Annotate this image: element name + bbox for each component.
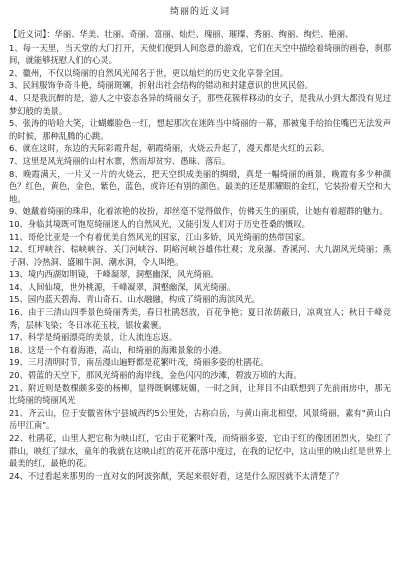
list-item: 15、园内蓝天碧海、青山奇石、山水融融，构成了绮丽的海滨风光。 xyxy=(9,294,261,305)
list-item: 11、哥伦比亚是一个有着优美自然风光的国家，江山多娇，风光绮丽的热带国家。 xyxy=(9,231,310,242)
list-item: 13、境内西湖如明镜，千峰凝翠，洞壑幽深，风光绮丽。 xyxy=(9,269,219,280)
list-item: 9、她戴着绮丽的珠串，化着浓艳的妆扮，却丝毫不觉得做作，仿佛天生的丽质，让她有着超群的魅力。 xyxy=(9,206,388,217)
example-sentence-list xyxy=(9,42,391,483)
list-item: 19、三月清明时节，南岳漫山遍野都是花繁叶茂，绮丽多姿的杜鹃花。 xyxy=(9,357,269,368)
list-item: 22、杜鹃花，山里人把它称为映山红，它由于花繁叶茂，而绮丽多姿，它由于红的像团团烈火，染红了群山，映红了绿水，童年的我就在这映山红的花开花落中度过，在我的记忆中，这山里的映山红是世界上最美的红，最艳的花。 xyxy=(9,433,391,469)
list-item: 16、由于三清山四季景色绮丽秀美，春日杜鹃怒放，百花争艳；夏日浓荫蔽日，凉爽宜人；秋日千峰竞秀，层林飞染；冬日冰花玉枝，银妆素裹。 xyxy=(9,307,391,330)
list-item: 4、只是我沉醉的是，游人之中姿态各异的绮丽女子，那些花簇样移动的女子，是我从小到大都没有见过梦幻般的美景。 xyxy=(9,92,391,116)
list-item: 1、每一天里，当天堂的大门打开，天使们便到人间恣意的游戏，它们在天空中描绘着绮丽的画卷，刹那间，就能够抚慰人们的心灵。 xyxy=(9,42,391,66)
page-title: 绮丽的近义词 xyxy=(169,7,230,17)
list-item: 6、就在这时，东边的天际彩霞升起，朝霞绮丽，火烧云升起了，漫天都是火红的云彩。 xyxy=(9,143,330,154)
list-item: 24、不过看起来那男的一直对女的阿波弥猷，笑起来很好看，这是什么原因就不太清楚了？ xyxy=(9,470,344,481)
list-item: 5、张涛的哈哈大笑，让蝴蝶脸色一红，想起那次在迷阵当中绮丽的一幕，那被鬼手给抬住嘴巴无法发声的时候，那种乱腾的心跳。 xyxy=(9,118,391,141)
list-item: 20、碧蓝的天空下，那风光绮丽的海岸线，金色闪闪的沙滩，碧波万顷的大海。 xyxy=(9,370,302,381)
synonyms-line: 【近义词】：华丽、华美、壮丽、奇丽、富丽、灿烂、瑰丽、璀璨、秀丽、绚丽、绚烂、艳丽、 xyxy=(9,29,354,39)
list-item: 14、人间仙境，世外桃源，千峰凝翠，洞壑幽深，风光绮丽。 xyxy=(9,281,236,292)
list-item: 2、徽州，不仅以绮丽的自然风光闻名于世，更以灿烂的历史文化享誉全国。 xyxy=(9,67,289,78)
list-item: 17、科学是绮丽漂亮的美景，让人流连忘返。 xyxy=(9,332,178,343)
list-item: 7、这里是风光绮丽的山村水寨，然而却贫穷、愚昧、落后。 xyxy=(9,155,230,166)
list-item: 21、齐云山，位于安徽省休宁县城西约5公里处，古称白岳，与黄山南北相望，风景绮丽，素有"黄山白岳甲江南"。 xyxy=(9,407,391,431)
list-item: 21、附近则是数棵颇多姿的杨柳，显得既婀娜妩媚，一时之间，让拜目不由联想到了先前雨房中，那无比绮丽的绮丽风光 xyxy=(9,382,391,406)
list-item: 18、这是一个有着海港，高山，和绮丽的海滩景象的小港。 xyxy=(9,344,227,355)
list-item: 8、晚霞满天，一片又一片的火烧云，把天空织成美丽的绸缎，真是一幅绮丽的画景，晚霞有多少种颜色？红色，黄色，金色，紫色，蓝色，或许还有别的颜色。最美的还是那耀眼的金红，它装扮着天空和大地。 xyxy=(9,168,391,204)
list-item: 3、民间服饰争奇斗艳，绮丽斑斓，折射出社会结构的错动和封建意识的世风民俗。 xyxy=(9,80,313,91)
list-item: 12、红坪峡谷、棕峡峡谷、关门河峡谷、阴峪河峡谷雄伟壮观；龙泉瀑、香溪河、大九湖风光绮丽；燕子洞、冷热洞、盛厢牛洞、潮水洞，令人叫绝。 xyxy=(9,244,391,267)
list-item: 10、身临其境既可饱览绮丽迷人的自然风光，又能引发人们对于历史苍桑的慨叹。 xyxy=(9,218,310,229)
